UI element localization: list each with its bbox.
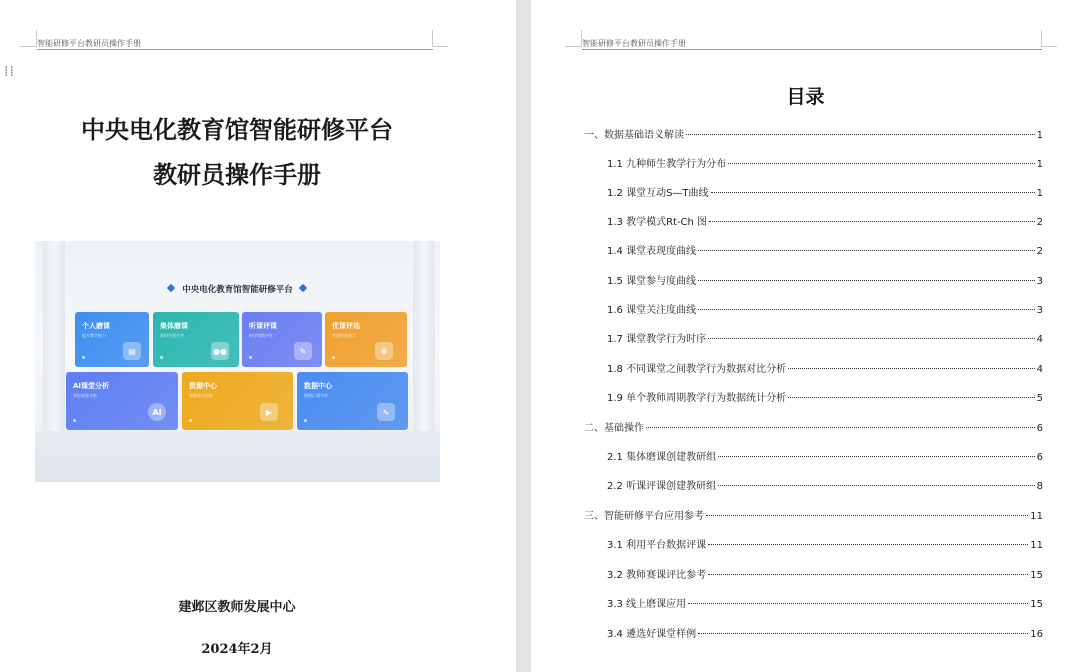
toc-entry[interactable] [607, 301, 1043, 316]
toc-entry[interactable] [607, 155, 1043, 170]
toc-entry-page: 4 [1036, 364, 1043, 375]
chart-icon: ∿ [377, 403, 395, 421]
tile-name: 集体磨课 [160, 322, 188, 330]
toc-entry[interactable] [607, 566, 1043, 581]
toc-entry[interactable] [607, 330, 1043, 345]
tile-dot [304, 419, 307, 422]
toc-entry[interactable] [607, 184, 1043, 199]
toc-entry-page: 11 [1030, 540, 1043, 551]
toc-entry-label: 1.9 单个教师周期教学行为数据统计分析 [607, 393, 787, 404]
toc-entry[interactable] [584, 507, 1043, 522]
toc-leader-dots [788, 368, 1035, 369]
tile-name: 数据中心 [304, 382, 332, 390]
toc-entry-label: 2.1 集体磨课创建教研组 [607, 452, 717, 463]
toc-leader-dots [698, 633, 1028, 634]
crop-mark [20, 46, 36, 47]
toc-leader-dots [698, 250, 1035, 251]
toc-entry-label: 1.2 课堂互动S—T曲线 [607, 188, 709, 199]
toc-leader-dots [728, 163, 1035, 164]
cover-image [35, 241, 440, 482]
toc-leader-dots [708, 338, 1035, 339]
toc-entry-page: 2 [1036, 217, 1043, 228]
toc-entry-page: 3 [1036, 305, 1043, 316]
tile-data-center [297, 372, 408, 430]
toc-entry-page: 2 [1036, 246, 1043, 257]
tile-name: 优课评选 [332, 322, 360, 330]
toc-leader-dots [686, 134, 1035, 135]
toc-title: 目录 [786, 86, 825, 108]
toc-entry-page: 16 [1030, 629, 1043, 640]
tile-name: AI课堂分析 [73, 382, 110, 390]
tile-dot [189, 419, 192, 422]
toc-entry[interactable] [584, 419, 1043, 434]
tile-subtitle: 海量教学资源 [189, 393, 213, 398]
toc-leader-dots [706, 515, 1028, 516]
toc-entry-page: 3 [1036, 276, 1043, 287]
toc-entry-label: 1.7 课堂教学行为时序 [607, 334, 707, 345]
tile-lesson-review [242, 312, 322, 367]
toc-entry-label: 1.1 九种师生教学行为分布 [607, 159, 727, 170]
tile-name: 个人磨课 [82, 322, 110, 330]
toc-entry-page: 6 [1036, 423, 1043, 434]
toc-entry-page: 1 [1036, 188, 1043, 199]
toc-entry-label: 1.4 课堂表现度曲线 [607, 246, 697, 257]
toc-entry-page: 4 [1036, 334, 1043, 345]
toc-leader-dots [698, 309, 1035, 310]
page-gap [516, 0, 531, 672]
toc-leader-dots [718, 485, 1035, 486]
toc-entry[interactable] [607, 360, 1043, 375]
toc-leader-dots [711, 192, 1035, 193]
tile-name: 资源中心 [189, 382, 217, 390]
toc-entry-label: 三、智能研修平台应用参考 [584, 511, 704, 522]
toc-entry-page: 11 [1030, 511, 1043, 522]
toc-leader-dots [698, 280, 1035, 281]
tile-dot [249, 356, 252, 359]
toc-entry-label: 3.4 遴选好课堂样例 [607, 629, 697, 640]
toc-entry-page: 5 [1036, 393, 1043, 404]
toc-entry-label: 2.2 听课评课创建教研组 [607, 481, 717, 492]
toc-entry-label: 1.8 不同课堂之间教学行为数据对比分析 [607, 364, 787, 375]
toc-entry[interactable] [607, 625, 1043, 640]
tile-dot [332, 356, 335, 359]
toc-leader-dots [708, 574, 1028, 575]
toc-leader-dots [646, 427, 1035, 428]
toc-entry-page: 8 [1036, 481, 1043, 492]
organization-name: 建邺区教师发展中心 [178, 600, 296, 615]
toc-leader-dots [709, 221, 1035, 222]
toc-entry-label: 3.2 教师赛课评比参考 [607, 570, 707, 581]
crop-mark [1041, 46, 1057, 47]
edit-icon: ✎ [294, 342, 312, 360]
tile-dot [160, 356, 163, 359]
tile-personal-lesson [75, 312, 149, 367]
tile-subtitle: 听评课数字化 [249, 333, 273, 338]
toc-entry[interactable] [607, 389, 1043, 404]
toc-entry-label: 3.1 利用平台数据评课 [607, 540, 707, 551]
toc-entry-label: 一、数据基础语义解读 [584, 130, 684, 141]
toc-entry-page: 1 [1036, 130, 1043, 141]
tile-name: 听课评课 [249, 322, 277, 330]
header-rule [37, 49, 433, 50]
toc-entry-page: 1 [1036, 159, 1043, 170]
toc-entry-label: 1.5 课堂参与度曲线 [607, 276, 697, 287]
crop-mark [1041, 30, 1042, 47]
toc-entry[interactable] [607, 242, 1043, 257]
toc-entry[interactable] [607, 595, 1043, 610]
tile-dot [73, 419, 76, 422]
toc-entry-label: 1.6 课堂关注度曲线 [607, 305, 697, 316]
toc-entry[interactable] [607, 536, 1043, 551]
document-title-line2: 教研员操作手册 [153, 160, 321, 189]
document-title-line1: 中央电化教育馆智能研修平台 [81, 115, 393, 144]
toc-leader-dots [718, 456, 1035, 457]
tile-excellent-lesson [325, 312, 407, 367]
group-icon: ●● [211, 342, 229, 360]
toc-entry-page: 6 [1036, 452, 1043, 463]
crop-mark [432, 46, 448, 47]
toc-entry-label: 3.3 线上磨课应用 [607, 599, 687, 610]
toc-entry[interactable] [607, 213, 1043, 228]
cover-image-title: 中央电化教育馆智能研修平台 [182, 285, 293, 295]
toc-entry-page: 15 [1030, 570, 1043, 581]
toc-entry-page: 15 [1030, 599, 1043, 610]
tile-resource-center [182, 372, 293, 430]
crop-mark [432, 30, 433, 47]
tile-subtitle: 智能课堂分析 [73, 393, 97, 398]
publish-date: 2024年2月 [201, 642, 273, 657]
tile-subtitle: 提升教学能力 [82, 333, 106, 338]
toc-leader-dots [688, 603, 1028, 604]
toc-entry-label: 1.3 教学模式Rt-Ch 图 [607, 217, 708, 228]
toc-entry[interactable] [607, 448, 1043, 463]
header-rule [582, 49, 1042, 50]
crop-mark [565, 46, 581, 47]
running-header: 智能研修平台教研员操作手册 [582, 39, 686, 48]
tile-dot [82, 356, 85, 359]
ai-icon: AI [148, 403, 166, 421]
drag-handle-icon[interactable]: ⁞⁞ [4, 64, 15, 80]
toc-entry[interactable] [607, 272, 1043, 287]
toc-leader-dots [708, 544, 1028, 545]
toc-entry-label: 二、基础操作 [584, 423, 644, 434]
running-header: 智能研修平台教研员操作手册 [37, 39, 141, 48]
toc-entry[interactable] [607, 477, 1043, 492]
tile-subtitle: 教研共建共享 [160, 333, 184, 338]
trophy-icon: ♛ [375, 342, 393, 360]
document-icon: ▤ [123, 342, 141, 360]
tile-subtitle: 数据汇聚分析 [304, 393, 328, 398]
toc-entry[interactable] [584, 126, 1043, 141]
tile-group-lesson [153, 312, 239, 367]
floor-area [35, 431, 440, 482]
tile-subtitle: 优课评选展示 [332, 333, 356, 338]
video-icon: ▶ [260, 403, 278, 421]
toc-leader-dots [788, 397, 1035, 398]
tile-ai-analysis [66, 372, 178, 430]
cover-page [0, 0, 516, 672]
